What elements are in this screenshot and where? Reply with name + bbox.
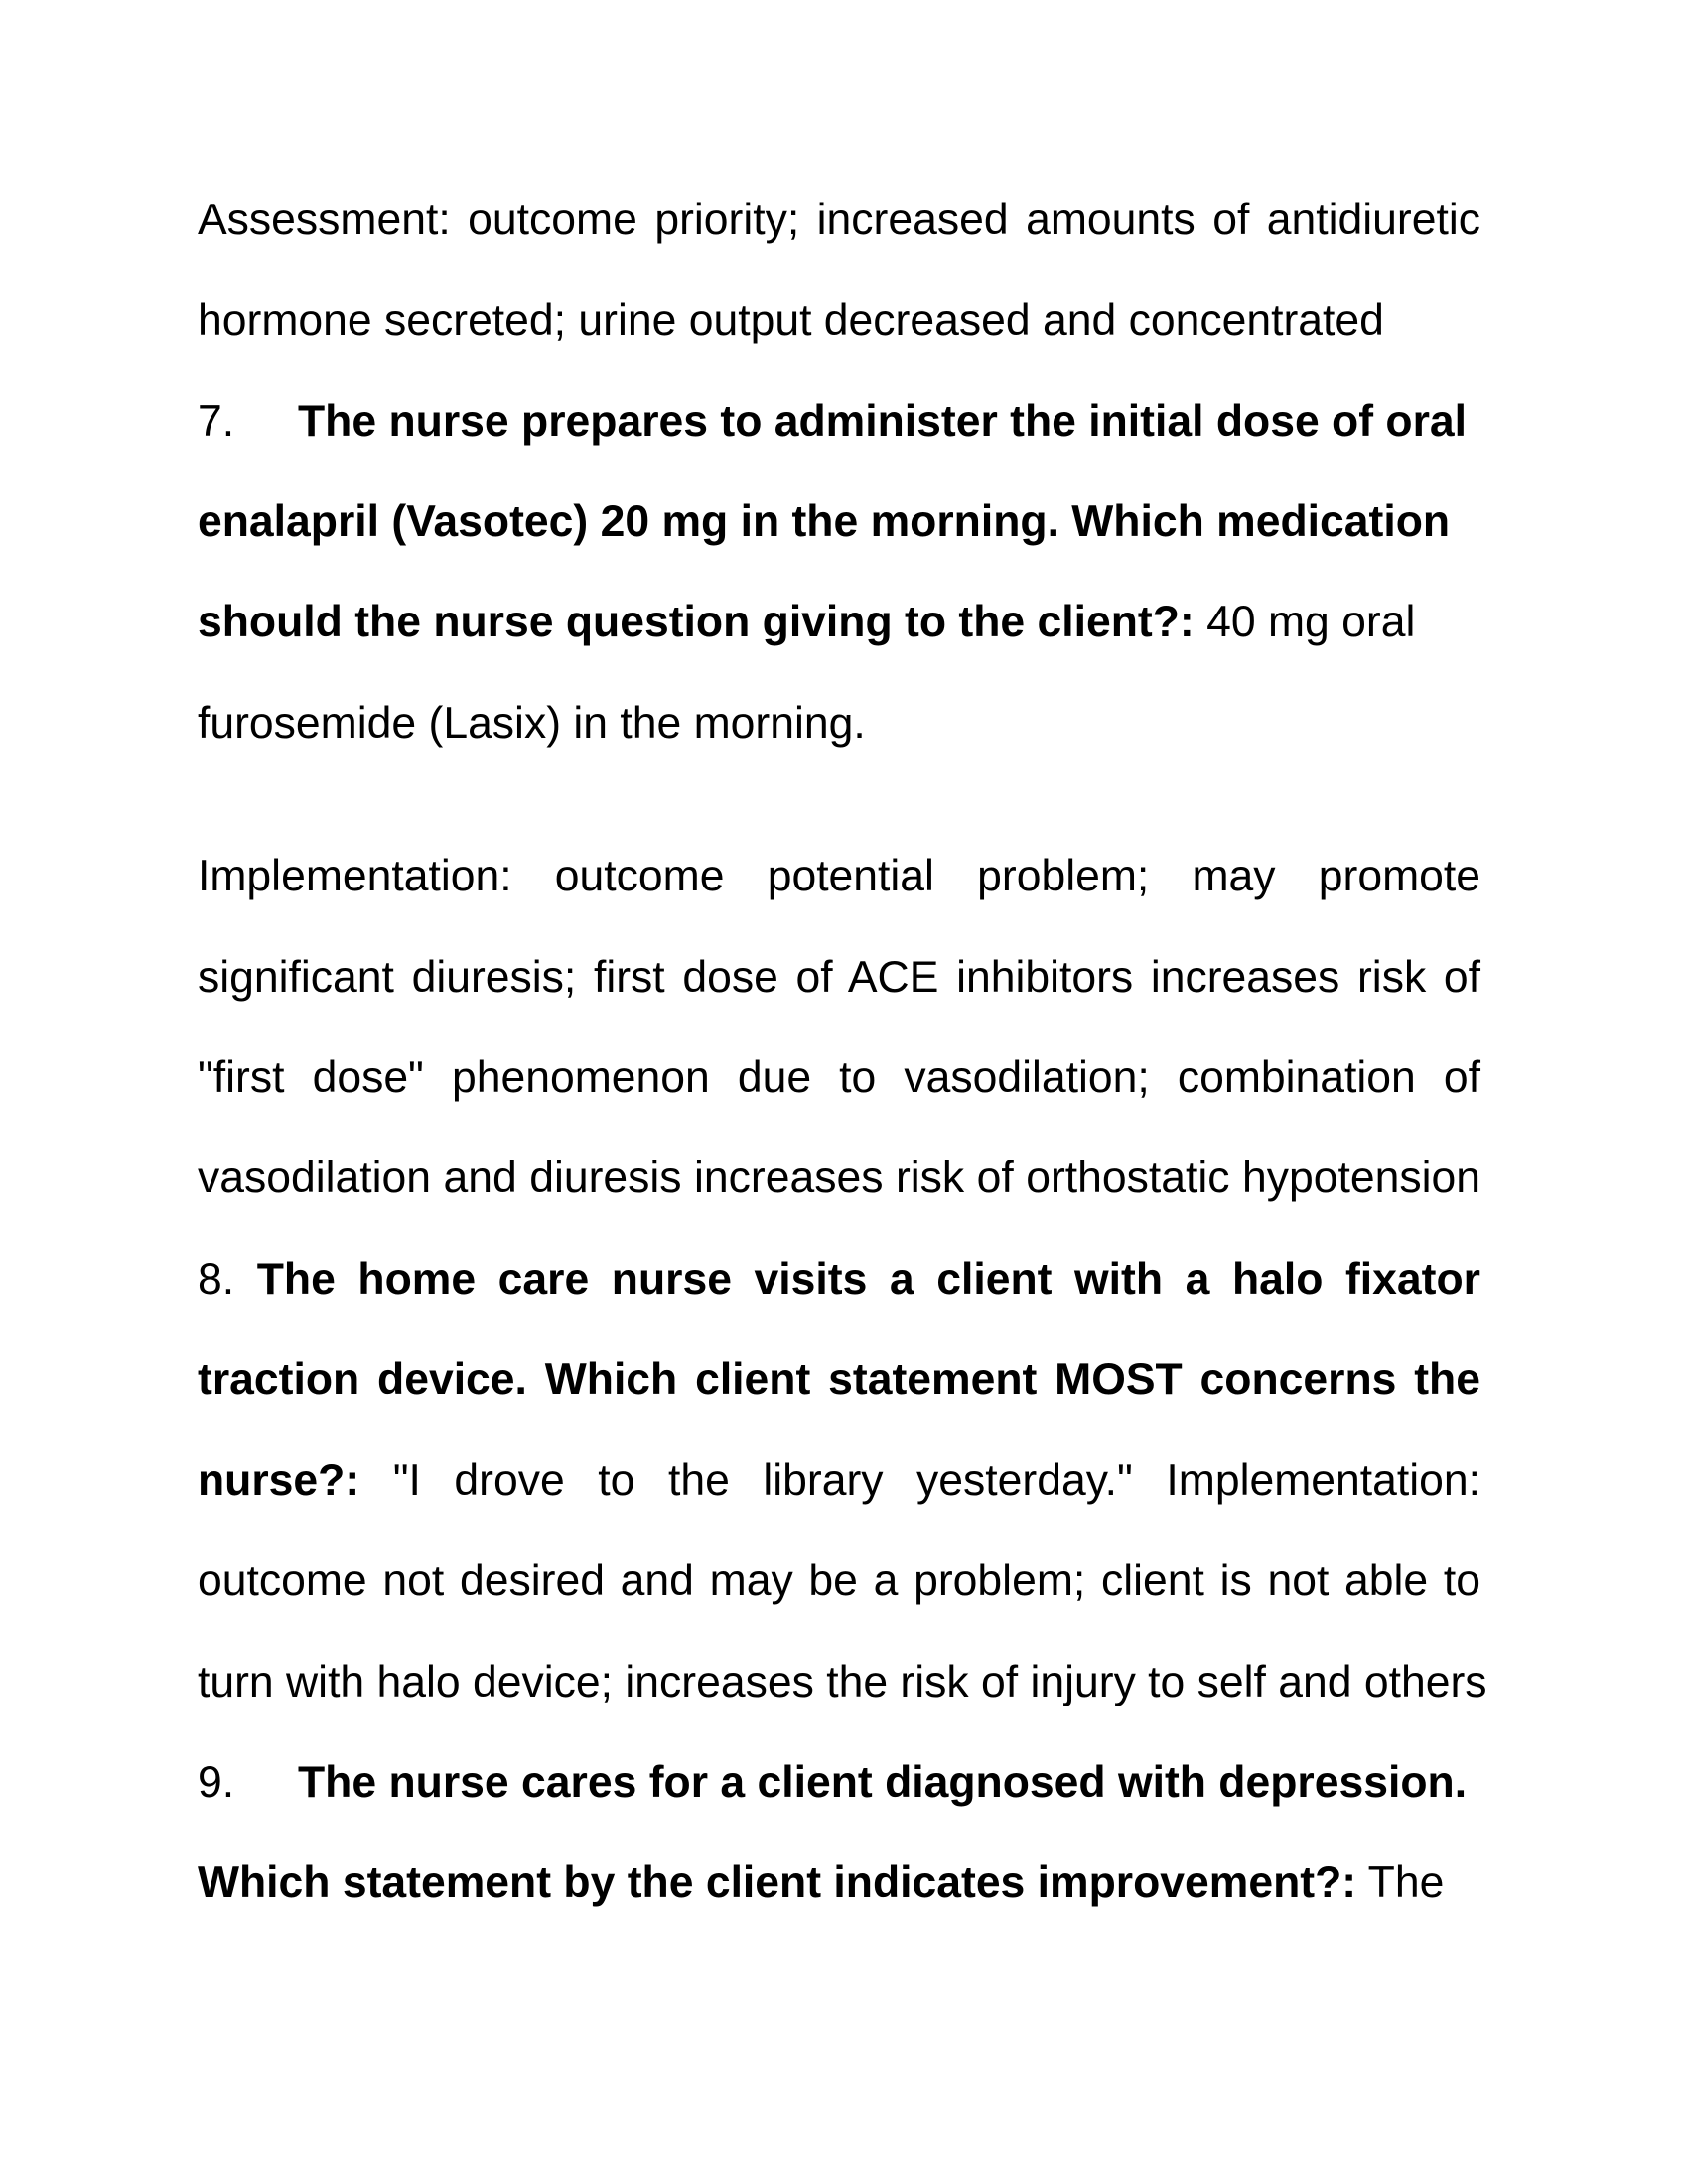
question-8-number: 8. (198, 1255, 235, 1303)
question-9-number: 9. (198, 1758, 235, 1807)
question-9-line-1 (198, 1753, 1480, 1813)
question-7-text-2: enalapril (Vasotec) 20 mg in the morning. Which medication (198, 497, 1451, 546)
question-9-text-2: Which statement by the client indicates improvement?: (198, 1858, 1357, 1907)
rationale-7-line-3: "first dose" phenomenon due to vasodilation; combination of (198, 1053, 1480, 1102)
rationale-7-line-4: vasodilation and diuresis increases risk of orthostatic hypotension (198, 1154, 1480, 1202)
question-7-answer-cont: furosemide (Lasix) in the morning. (198, 699, 866, 748)
rationale-8-line-2: turn with halo device; increases the risk of injury to self and others (198, 1658, 1487, 1706)
rationale-8-line-1: outcome not desired and may be a problem; client is not able to (198, 1557, 1480, 1605)
question-8-answer: "I drove to the library yesterday." Implementation: (359, 1456, 1480, 1505)
question-8-line-3 (198, 1451, 1480, 1511)
rationale-7-line-2: significant diuresis; first dose of ACE inhibitors increases risk of (198, 953, 1480, 1002)
question-7-text-1: The nurse prepares to administer the initial dose of oral (298, 397, 1468, 446)
question-9-text-1: The nurse cares for a client diagnosed with depression. (298, 1758, 1468, 1807)
assessment-line-2: hormone secreted; urine output decreased and concentrated (198, 296, 1384, 344)
rationale-7-line-1: Implementation: outcome potential problem; may promote (198, 852, 1480, 900)
question-8-line-2 (198, 1350, 1480, 1410)
question-7-line-2 (198, 492, 1480, 552)
question-7-answer: 40 mg oral (1194, 598, 1416, 646)
question-8-text-1: The home care nurse visits a client with a halo fixator (234, 1255, 1480, 1303)
question-8-line-1 (198, 1250, 1480, 1309)
question-7-text-3: should the nurse question giving to the client?: (198, 598, 1195, 646)
assessment-line-1: Assessment: outcome priority; increased amounts of antidiuretic (198, 196, 1480, 244)
question-7-line-1 (198, 392, 1480, 452)
question-7-line-3 (198, 593, 1480, 652)
question-8-text-2: traction device. Which client statement MOST concerns the (198, 1355, 1480, 1404)
question-8-text-3: nurse?: (198, 1456, 360, 1505)
question-9-line-2 (198, 1853, 1480, 1913)
question-7-number: 7. (198, 397, 235, 446)
question-9-answer: The (1356, 1858, 1445, 1907)
